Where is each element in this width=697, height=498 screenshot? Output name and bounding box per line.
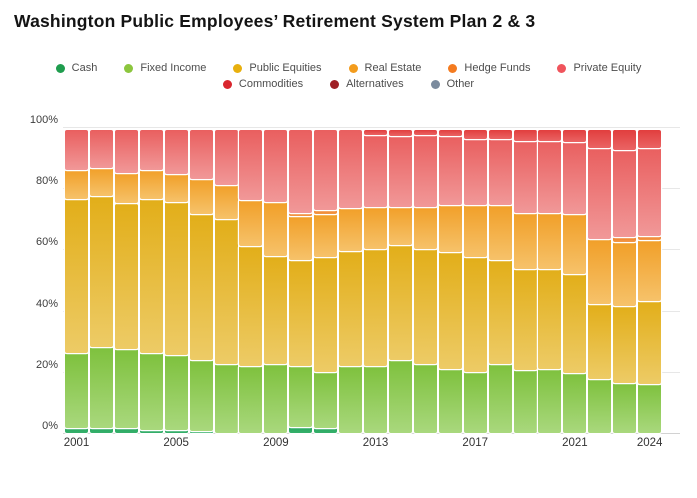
bar-segment-public-equities-2016[interactable]: [439, 252, 462, 368]
legend-label-private-equity: Private Equity: [573, 62, 642, 74]
bar-segment-real-estate-2014[interactable]: [389, 207, 412, 245]
bar-segment-public-equities-2023[interactable]: [613, 306, 636, 383]
bar-segment-public-equities-2005[interactable]: [165, 202, 188, 355]
legend-label-public-equities: Public Equities: [249, 62, 322, 74]
bar-2001: [65, 0, 88, 433]
bar-segment-fixed-income-2021[interactable]: [563, 373, 586, 433]
bar-2006: [190, 0, 213, 433]
bar-segment-cash-2004[interactable]: [140, 430, 163, 433]
legend-label-hedge-funds: Hedge Funds: [464, 62, 531, 74]
bar-2016: [439, 0, 462, 433]
bar-segment-private-equity-2015[interactable]: [414, 135, 437, 207]
bar-segment-commodities-2016[interactable]: [439, 130, 462, 136]
bar-segment-private-equity-2010[interactable]: [289, 130, 312, 213]
x-axis-label-2009: 2009: [263, 437, 289, 449]
bar-segment-real-estate-2015[interactable]: [414, 207, 437, 250]
bar-segment-real-estate-2006[interactable]: [190, 179, 213, 214]
bar-segment-real-estate-2004[interactable]: [140, 170, 163, 199]
bar-segment-private-equity-2017[interactable]: [464, 139, 487, 205]
bar-segment-public-equities-2022[interactable]: [588, 304, 611, 379]
bar-segment-real-estate-2019[interactable]: [514, 213, 537, 270]
bar-segment-fixed-income-2003[interactable]: [115, 349, 138, 429]
y-axis-label-20: 20%: [35, 358, 58, 371]
bar-segment-public-equities-2021[interactable]: [563, 274, 586, 373]
bar-segment-public-equities-2009[interactable]: [264, 256, 287, 365]
bar-2024: [638, 0, 661, 433]
bar-segment-cash-2003[interactable]: [115, 428, 138, 433]
bar-segment-private-equity-2016[interactable]: [439, 136, 462, 205]
bar-2018: [489, 0, 512, 433]
bar-segment-cash-2005[interactable]: [165, 430, 188, 433]
bar-segment-private-equity-2007[interactable]: [215, 130, 238, 185]
bar-segment-fixed-income-2020[interactable]: [538, 369, 561, 433]
bar-segment-commodities-2018[interactable]: [489, 130, 512, 139]
bar-segment-public-equities-2012[interactable]: [339, 251, 362, 366]
bar-segment-private-equity-2001[interactable]: [65, 130, 88, 170]
bar-segment-real-estate-2001[interactable]: [65, 170, 88, 199]
bar-segment-fixed-income-2012[interactable]: [339, 366, 362, 433]
bar-2014: [389, 0, 412, 433]
bar-segment-commodities-2015[interactable]: [414, 130, 437, 135]
bar-segment-cash-2011[interactable]: [314, 428, 337, 433]
bar-segment-commodities-2023[interactable]: [613, 130, 636, 150]
bar-segment-public-equities-2018[interactable]: [489, 260, 512, 364]
bar-segment-real-estate-2007[interactable]: [215, 185, 238, 219]
bar-segment-public-equities-2004[interactable]: [140, 199, 163, 354]
bar-segment-private-equity-2022[interactable]: [588, 148, 611, 238]
bar-segment-fixed-income-2014[interactable]: [389, 360, 412, 433]
y-axis-label-40: 40%: [35, 297, 58, 310]
bar-segment-private-equity-2004[interactable]: [140, 130, 163, 170]
bar-2004: [140, 0, 163, 433]
bar-2020: [538, 0, 561, 433]
bar-segment-public-equities-2008[interactable]: [239, 246, 262, 365]
bar-segment-private-equity-2005[interactable]: [165, 130, 188, 174]
bar-segment-fixed-income-2019[interactable]: [514, 370, 537, 433]
bar-segment-private-equity-2019[interactable]: [514, 141, 537, 213]
bar-segment-real-estate-2002[interactable]: [90, 168, 113, 196]
bar-segment-fixed-income-2007[interactable]: [215, 364, 238, 433]
bar-segment-public-equities-2017[interactable]: [464, 257, 487, 372]
x-axis-label-2005: 2005: [163, 437, 189, 449]
x-axis-label-2017: 2017: [462, 437, 489, 449]
bar-segment-fixed-income-2016[interactable]: [439, 369, 462, 433]
bar-segment-real-estate-2021[interactable]: [563, 214, 586, 274]
bar-segment-fixed-income-2022[interactable]: [588, 379, 611, 433]
bar-segment-public-equities-2015[interactable]: [414, 249, 437, 364]
bar-segment-private-equity-2006[interactable]: [190, 130, 213, 179]
bar-segment-fixed-income-2002[interactable]: [90, 347, 113, 428]
bar-segment-fixed-income-2004[interactable]: [140, 353, 163, 430]
x-axis-label-2001: 2001: [63, 437, 90, 449]
bar-segment-cash-2010[interactable]: [289, 427, 312, 433]
bar-segment-private-equity-2008[interactable]: [239, 130, 262, 200]
bar-segment-public-equities-2001[interactable]: [65, 199, 88, 354]
bar-segment-public-equities-2011[interactable]: [314, 257, 337, 372]
bar-segment-fixed-income-2015[interactable]: [414, 364, 437, 433]
bar-segment-public-equities-2010[interactable]: [289, 260, 312, 366]
legend-label-alternatives: Alternatives: [346, 78, 404, 90]
x-axis-label-2013: 2013: [362, 437, 389, 449]
bar-segment-real-estate-2023[interactable]: [613, 242, 636, 306]
bar-segment-cash-2002[interactable]: [90, 428, 113, 433]
bar-segment-private-equity-2014[interactable]: [389, 136, 412, 206]
bar-segment-fixed-income-2018[interactable]: [489, 364, 512, 433]
bar-2021: [563, 0, 586, 433]
legend-label-commodities: Commodities: [238, 78, 304, 90]
bar-2011: [314, 0, 337, 433]
bar-segment-real-estate-2010[interactable]: [289, 216, 312, 260]
bar-2023: [613, 0, 636, 433]
page-title: Washington Public Employees’ Retirement System Plan 2 & 3: [14, 11, 536, 31]
bar-segment-public-equities-2006[interactable]: [190, 214, 213, 359]
bar-2003: [115, 0, 138, 433]
bar-segment-public-equities-2020[interactable]: [538, 269, 561, 368]
bar-segment-fixed-income-2008[interactable]: [239, 366, 262, 433]
bar-segment-private-equity-2020[interactable]: [538, 141, 561, 213]
bar-2012: [339, 0, 362, 433]
bar-segment-real-estate-2020[interactable]: [538, 213, 561, 270]
bar-segment-commodities-2020[interactable]: [538, 130, 561, 141]
bar-segment-commodities-2013[interactable]: [364, 130, 387, 135]
bar-segment-hedge-funds-2010[interactable]: [289, 213, 312, 216]
bar-segment-public-equities-2019[interactable]: [514, 269, 537, 370]
bar-segment-private-equity-2012[interactable]: [339, 130, 362, 208]
bar-segment-public-equities-2002[interactable]: [90, 196, 113, 347]
bar-segment-private-equity-2018[interactable]: [489, 139, 512, 205]
bar-2017: [464, 0, 487, 433]
bar-segment-fixed-income-2024[interactable]: [638, 384, 661, 433]
bar-2005: [165, 0, 188, 433]
bar-segment-private-equity-2023[interactable]: [613, 150, 636, 237]
bar-segment-fixed-income-2011[interactable]: [314, 372, 337, 429]
x-axis-label-2024: 2024: [636, 437, 663, 449]
bar-2002: [90, 0, 113, 433]
bar-segment-real-estate-2011[interactable]: [314, 214, 337, 257]
bar-segment-fixed-income-2001[interactable]: [65, 353, 88, 428]
y-axis-label-60: 60%: [35, 236, 58, 249]
bar-segment-hedge-funds-2011[interactable]: [314, 210, 337, 215]
bar-segment-private-equity-2011[interactable]: [314, 130, 337, 210]
bar-segment-private-equity-2002[interactable]: [90, 130, 113, 168]
bar-segment-fixed-income-2009[interactable]: [264, 364, 287, 433]
bar-segment-public-equities-2014[interactable]: [389, 245, 412, 360]
bar-segment-private-equity-2003[interactable]: [115, 130, 138, 173]
legend-label-fixed-income: Fixed Income: [140, 62, 207, 74]
y-axis-label-100: 100%: [29, 114, 58, 126]
bar-segment-cash-2001[interactable]: [65, 428, 88, 433]
bar-segment-private-equity-2013[interactable]: [364, 135, 387, 207]
bar-segment-fixed-income-2023[interactable]: [613, 383, 636, 433]
bar-segment-private-equity-2024[interactable]: [638, 148, 661, 235]
bar-segment-cash-2006[interactable]: [190, 431, 213, 433]
bar-segment-public-equities-2003[interactable]: [115, 204, 138, 349]
bar-segment-real-estate-2017[interactable]: [464, 205, 487, 257]
bar-segment-real-estate-2016[interactable]: [439, 205, 462, 252]
bar-segment-real-estate-2018[interactable]: [489, 205, 512, 260]
bar-segment-private-equity-2021[interactable]: [563, 142, 586, 214]
bar-segment-real-estate-2003[interactable]: [115, 173, 138, 204]
bar-2008: [239, 0, 262, 433]
bar-segment-real-estate-2022[interactable]: [588, 239, 611, 305]
y-axis-label-0: 0%: [42, 420, 58, 432]
bar-segment-fixed-income-2017[interactable]: [464, 372, 487, 433]
bar-segment-commodities-2019[interactable]: [514, 130, 537, 141]
bar-segment-fixed-income-2005[interactable]: [165, 355, 188, 430]
bar-segment-fixed-income-2013[interactable]: [364, 366, 387, 433]
bar-segment-private-equity-2009[interactable]: [264, 130, 287, 202]
x-axis-label-2021: 2021: [562, 437, 588, 449]
y-axis-label-80: 80%: [35, 175, 58, 188]
bar-segment-public-equities-2024[interactable]: [638, 301, 661, 384]
legend-label-cash: Cash: [71, 62, 98, 74]
bar-segment-real-estate-2009[interactable]: [264, 202, 287, 256]
bar-segment-commodities-2022[interactable]: [588, 130, 611, 148]
bar-2010: [289, 0, 312, 433]
bar-segment-real-estate-2012[interactable]: [339, 208, 362, 251]
bar-2022: [588, 0, 611, 433]
bar-segment-commodities-2024[interactable]: [638, 130, 661, 148]
bar-2007: [215, 0, 238, 433]
bar-2015: [414, 0, 437, 433]
bar-segment-commodities-2014[interactable]: [389, 130, 412, 136]
bar-segment-real-estate-2008[interactable]: [239, 200, 262, 246]
bar-segment-public-equities-2013[interactable]: [364, 249, 387, 365]
legend-label-other: Other: [446, 78, 475, 90]
bar-segment-hedge-funds-2023[interactable]: [613, 237, 636, 242]
bar-segment-real-estate-2013[interactable]: [364, 207, 387, 250]
bar-segment-hedge-funds-2024[interactable]: [638, 236, 661, 241]
bar-2013: [364, 0, 387, 433]
bar-segment-real-estate-2005[interactable]: [165, 174, 188, 202]
legend-label-real-estate: Real Estate: [364, 62, 422, 74]
bar-segment-fixed-income-2006[interactable]: [190, 360, 213, 432]
bar-segment-commodities-2021[interactable]: [563, 130, 586, 142]
bar-2019: [514, 0, 537, 433]
bar-segment-public-equities-2007[interactable]: [215, 219, 238, 364]
bar-segment-real-estate-2024[interactable]: [638, 240, 661, 301]
bar-segment-fixed-income-2010[interactable]: [289, 366, 312, 427]
gridline-0: [63, 433, 680, 434]
bar-segment-commodities-2017[interactable]: [464, 130, 487, 139]
bar-2009: [264, 0, 287, 433]
